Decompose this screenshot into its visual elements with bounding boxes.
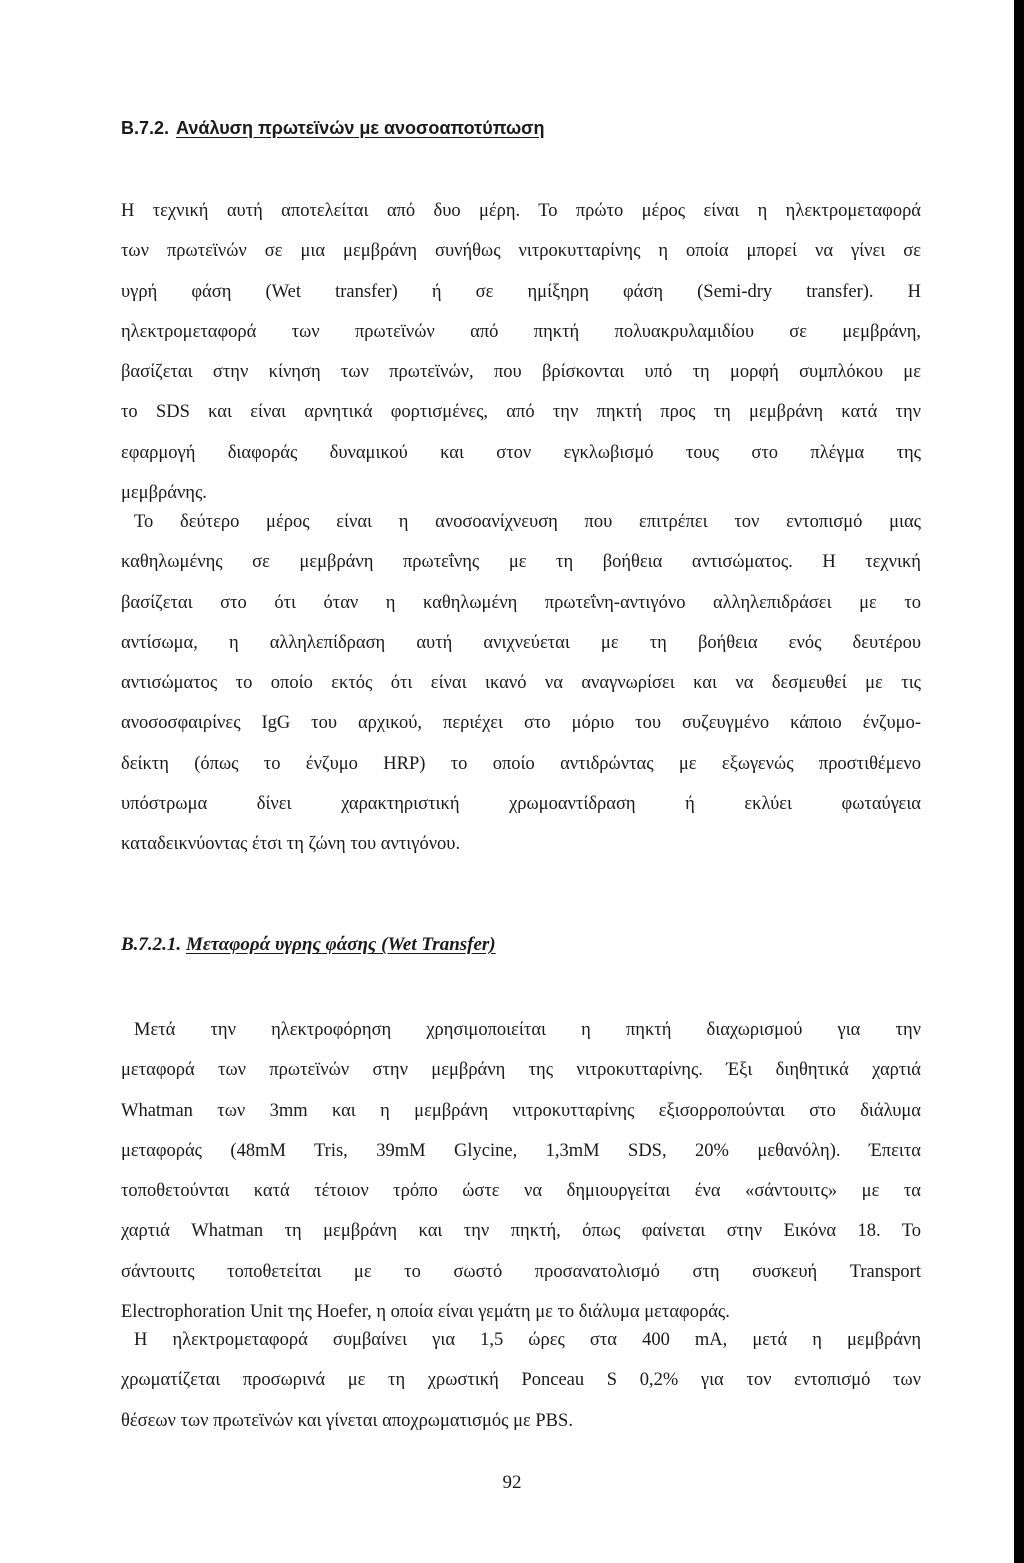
fourth-paragraph: [121, 1320, 921, 1441]
paragraph-line: μεταφοράς (48mM Tris, 39mM Glycine, 1,3mM SDS, 20% μεθανόλη). Έπειτα: [121, 1140, 921, 1161]
paragraph-line: τοποθετούνται κατά τέτοιον τρόπο ώστε να δημιουργείται ένα «σάντουιτς» με τα: [121, 1181, 921, 1202]
page-number: 92: [502, 1472, 522, 1493]
paragraph-line: βασίζεται στην κίνηση των πρωτεϊνών, που βρίσκονται υπό τη μορφή συμπλόκου με: [121, 362, 921, 383]
paragraph-line: Μετά την ηλεκτροφόρηση χρησιμοποιείται η πηκτή διαχωρισμού για την: [134, 1020, 921, 1040]
paragraph-line: βασίζεται στο ότι όταν η καθηλωμένη πρωτεΐνη-αντιγόνο αλληλεπιδράσει με το: [121, 592, 921, 613]
paragraph-line: σάντουιτς τοποθετείται με το σωστό προσανατολισμό στη συσκευή Transport: [121, 1261, 921, 1282]
paragraph-line: Η ηλεκτρομεταφορά συμβαίνει για 1,5 ώρες στα 400 mA, μετά η μεμβράνη: [134, 1330, 921, 1350]
section-title: Ανάλυση πρωτεϊνών με ανοσοαποτύπωση: [176, 118, 545, 138]
paragraph-line: καταδεικνύοντας έτσι τη ζώνη του αντιγόνου.: [121, 834, 461, 855]
subsection-heading: [121, 934, 496, 956]
paragraph-line: αντισώματος το οποίο εκτός ότι είναι ικανό να αναγνωρίσει και να δεσμευθεί με τις: [121, 673, 921, 694]
paragraph-line: μεταφορά των πρωτεϊνών στην μεμβράνη της νιτροκυτταρίνης. Έξι διηθητικά χαρτιά: [121, 1060, 921, 1081]
section-number: B.7.2.: [121, 118, 170, 138]
second-paragraph: [121, 502, 921, 865]
paragraph-line: των πρωτεϊνών σε μια μεμβράνη συνήθως νιτροκυτταρίνης η οποία μπορεί να γίνει σε: [121, 241, 921, 262]
paragraph-line: χαρτιά Whatman τη μεμβράνη και την πηκτή, όπως φαίνεται στην Εικόνα 18. Το: [121, 1221, 921, 1242]
subsection-number: B.7.2.1.: [121, 934, 182, 955]
paragraph-line: Whatman των 3mm και η μεμβράνη νιτροκυτταρίνης εξισορροπούνται στο διάλυμα: [121, 1100, 921, 1121]
intro-paragraph: [121, 191, 921, 513]
paragraph-line: θέσεων των πρωτεϊνών και γίνεται αποχρωματισμός με PBS.: [121, 1410, 573, 1431]
paragraph-line: το SDS και είναι αρνητικά φορτισμένες, από την πηκτή προς τη μεμβράνη κατά την: [121, 402, 921, 423]
paragraph-line: Η τεχνική αυτή αποτελείται από δυο μέρη. Το πρώτο μέρος είναι η ηλεκτρομεταφορά: [121, 201, 921, 221]
subsection-title: Μεταφορά υγρης φάσης (Wet Transfer): [185, 934, 496, 955]
paragraph-line: Το δεύτερο μέρος είναι η ανοσοανίχνευση που επιτρέπει τον εντοπισμό μιας: [134, 512, 921, 532]
paragraph-line: υπόστρωμα δίνει χαρακτηριστική χρωμοαντίδραση ή εκλύει φωταύγεια: [121, 794, 921, 815]
section-heading: [121, 118, 544, 139]
third-paragraph: [121, 1010, 921, 1332]
paragraph-line: υγρή φάση (Wet transfer) ή σε ημίξηρη φάση (Semi-dry transfer). Η: [121, 281, 921, 302]
paragraph-line: Electrophoration Unit της Hoefer, η οποία είναι γεμάτη με το διάλυμα μεταφοράς.: [121, 1302, 730, 1323]
paragraph-line: αντίσωμα, η αλληλεπίδραση αυτή ανιχνεύεται με τη βοήθεια ενός δευτέρου: [121, 632, 921, 653]
paragraph-line: δείκτη (όπως το ένζυμο HRP) το οποίο αντιδρώντας με εξωγενώς προστιθέμενο: [121, 753, 921, 774]
paragraph-line: ηλεκτρομεταφορά των πρωτεϊνών από πηκτή πολυακρυλαμιδίου σε μεμβράνη,: [121, 321, 921, 342]
paragraph-line: ανοσοσφαιρίνες IgG του αρχικού, περιέχει στο μόριο του συζευγμένο κάποιο ένζυμο-: [121, 713, 921, 734]
paragraph-line: χρωματίζεται προσωρινά με τη χρωστική Ponceau S 0,2% για τον εντοπισμό των: [121, 1370, 921, 1391]
paragraph-line: μεμβράνης.: [121, 483, 207, 504]
paragraph-line: εφαρμογή διαφοράς δυναμικού και στον εγκλωβισμό τους στο πλέγμα της: [121, 442, 921, 463]
paragraph-line: καθηλωμένης σε μεμβράνη πρωτεΐνης με τη βοήθεια αντισώματος. Η τεχνική: [121, 552, 921, 573]
